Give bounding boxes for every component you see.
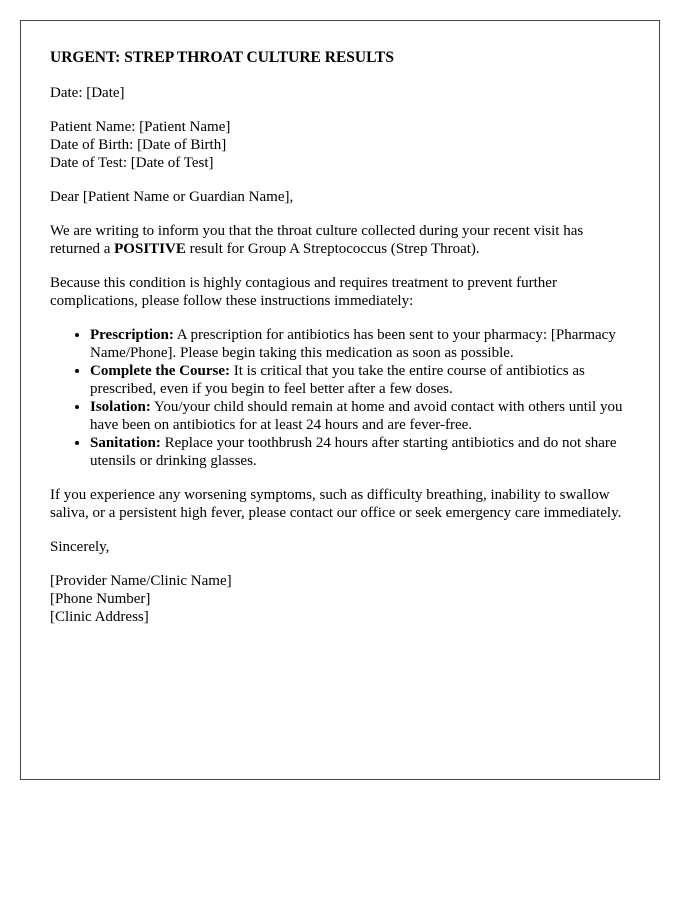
instruction-label: Isolation: (90, 399, 151, 415)
instruction-label: Prescription: (90, 327, 174, 343)
instruction-item-isolation (90, 398, 630, 434)
instruction-text: A prescription for antibiotics has been sent to your pharmacy: [Pharmacy Name/Phone]. Please begin taking this medication as soon as possible. (90, 327, 616, 361)
signature-phone: [Phone Number] (50, 591, 151, 607)
signature-block (50, 572, 630, 626)
instructions-list (50, 326, 630, 470)
instruction-item-sanitation (90, 434, 630, 470)
positive-result-emphasis: POSITIVE (114, 241, 186, 257)
date-of-birth-line: Date of Birth: [Date of Birth] (50, 137, 227, 153)
instructions-intro: Because this condition is highly contagious and requires treatment to prevent further complications, please follow these instructions immediately: (50, 275, 557, 309)
letter-heading: URGENT: STREP THROAT CULTURE RESULTS (50, 49, 394, 66)
intro-text-before: We are writing to inform you that the throat culture collected during your recent visit has returned a (50, 223, 584, 257)
instruction-label: Sanitation: (90, 435, 161, 451)
instruction-item-prescription (90, 326, 630, 362)
salutation: Dear [Patient Name or Guardian Name], (50, 189, 294, 205)
patient-info-block (50, 118, 630, 172)
signature-provider: [Provider Name/Clinic Name] (50, 573, 232, 589)
date-line: Date: [Date] (50, 85, 125, 101)
letter-page (20, 20, 660, 780)
signature-address: [Clinic Address] (50, 609, 149, 625)
instruction-text: Replace your toothbrush 24 hours after starting antibiotics and do not share utensils or drinking glasses. (90, 435, 617, 469)
instruction-text: You/your child should remain at home and avoid contact with others until you have been on antibiotics for at least 24 hours and are fever-free. (90, 399, 623, 433)
warning-paragraph: If you experience any worsening symptoms, such as difficulty breathing, inability to swallow saliva, or a persistent high fever, please contact our office or seek emergency care immediately. (50, 487, 622, 521)
instruction-text: It is critical that you take the entire course of antibiotics as prescribed, even if you begin to feel better after a few doses. (90, 363, 585, 397)
patient-name-line: Patient Name: [Patient Name] (50, 119, 231, 135)
intro-text-after: result for Group A Streptococcus (Strep Throat). (185, 241, 480, 257)
closing: Sincerely, (50, 539, 110, 555)
instruction-item-complete-course (90, 362, 630, 398)
date-of-test-line: Date of Test: [Date of Test] (50, 155, 214, 171)
instruction-label: Complete the Course: (90, 363, 230, 379)
intro-paragraph (50, 222, 630, 258)
